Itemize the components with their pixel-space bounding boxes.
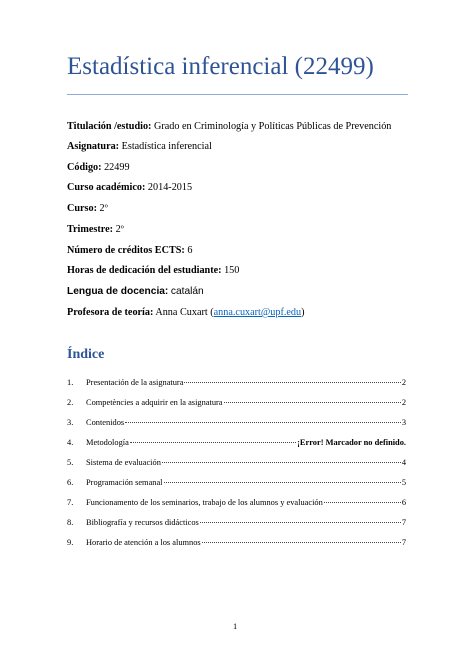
toc-page: 2 (401, 398, 406, 407)
toc-text: Horario de atención a los alumnos (86, 538, 201, 547)
meta-suffix: ) (301, 307, 305, 318)
toc-page: 7 (401, 518, 406, 527)
toc-number: 4. (67, 438, 74, 447)
meta-titulacion (67, 121, 391, 132)
page-number: 1 (233, 622, 238, 631)
toc-leader (184, 372, 400, 383)
toc-number: 2. (67, 398, 74, 407)
toc-number: 5. (67, 458, 74, 467)
meta-asignatura (67, 141, 212, 152)
toc-leader (164, 472, 401, 483)
meta-label: Número de créditos ECTS: (67, 245, 185, 256)
toc-leader (130, 432, 296, 443)
toc-entry-6[interactable] (67, 474, 406, 486)
toc-number: 8. (67, 518, 74, 527)
meta-value: catalán (170, 286, 204, 297)
toc-entry-9[interactable] (67, 534, 406, 546)
toc-entry-8[interactable] (67, 514, 406, 526)
document-title: Estadística inferencial (22499) (67, 53, 374, 80)
meta-value: 2º (99, 203, 108, 214)
meta-value: 22499 (104, 162, 130, 173)
meta-label: Asignatura: (67, 141, 120, 152)
toc-leader (125, 412, 401, 423)
meta-horas (67, 265, 239, 276)
meta-value: Grado en Criminología y Políticas Públicas de Prevención (154, 121, 392, 132)
toc-number: 3. (67, 418, 74, 427)
toc-entry-1[interactable] (67, 374, 406, 386)
meta-creditos (67, 245, 192, 256)
meta-profesora (67, 307, 305, 318)
meta-label: Código: (67, 162, 102, 173)
meta-value: Estadística inferencial (121, 141, 212, 152)
toc-leader (224, 392, 401, 403)
toc-text: Presentación de la asignatura (86, 378, 184, 387)
meta-label: Trimestre: (67, 224, 114, 235)
toc-page: 2 (401, 378, 406, 387)
title-rule (67, 94, 408, 95)
professor-email-link[interactable]: anna.cuxart@upf.edu (213, 307, 302, 318)
meta-label: Curso: (67, 203, 97, 214)
toc-page: 3 (401, 418, 406, 427)
meta-curso (67, 203, 108, 214)
toc-page: 5 (401, 478, 406, 487)
toc-text: Metodología (86, 438, 129, 447)
toc-entry-3[interactable] (67, 414, 406, 426)
meta-label: Curso académico: (67, 182, 146, 193)
toc-number: 7. (67, 498, 74, 507)
toc-page-error: ¡Error! Marcador no definido. (297, 438, 406, 447)
toc-entry-5[interactable] (67, 454, 406, 466)
meta-value: 2º (115, 224, 124, 235)
toc-text: Bibliografía y recursos didácticos (86, 518, 199, 527)
index-heading: Índice (67, 347, 105, 362)
meta-value: 2014-2015 (147, 182, 193, 193)
toc-entry-2[interactable] (67, 394, 406, 406)
meta-label: Lengua de docencia: (67, 286, 169, 297)
toc-entry-7[interactable] (67, 494, 406, 506)
meta-label: Horas de dedicación del estudiante: (67, 265, 222, 276)
meta-curso-academico (67, 182, 192, 193)
toc-page: 7 (401, 538, 406, 547)
toc-number: 9. (67, 538, 74, 547)
toc-leader (162, 452, 401, 463)
meta-lengua (67, 286, 204, 297)
toc-text: Competències a adquirir en la asignatura (86, 398, 223, 407)
toc-text: Sistema de evaluación (86, 458, 161, 467)
meta-label: Profesora de teoría: (67, 307, 154, 318)
toc-entry-4[interactable] (67, 434, 406, 446)
toc-text: Programación semanal (86, 478, 163, 487)
meta-codigo (67, 162, 130, 173)
meta-value: 150 (224, 265, 240, 276)
toc-number: 1. (67, 378, 74, 387)
toc-leader (324, 492, 401, 503)
toc-page: 4 (401, 458, 406, 467)
meta-trimestre (67, 224, 124, 235)
meta-label: Titulación /estudio: (67, 121, 152, 132)
meta-value: Anna Cuxart ( (155, 307, 214, 318)
toc-leader (200, 512, 401, 523)
meta-value: 6 (187, 245, 193, 256)
toc-leader (202, 532, 401, 543)
toc-text: Contenidos (86, 418, 125, 427)
toc-number: 6. (67, 478, 74, 487)
toc-page: 6 (401, 498, 406, 507)
toc-text: Funcionamento de los seminarios, trabajo de los alumnos y evaluación (86, 498, 323, 507)
